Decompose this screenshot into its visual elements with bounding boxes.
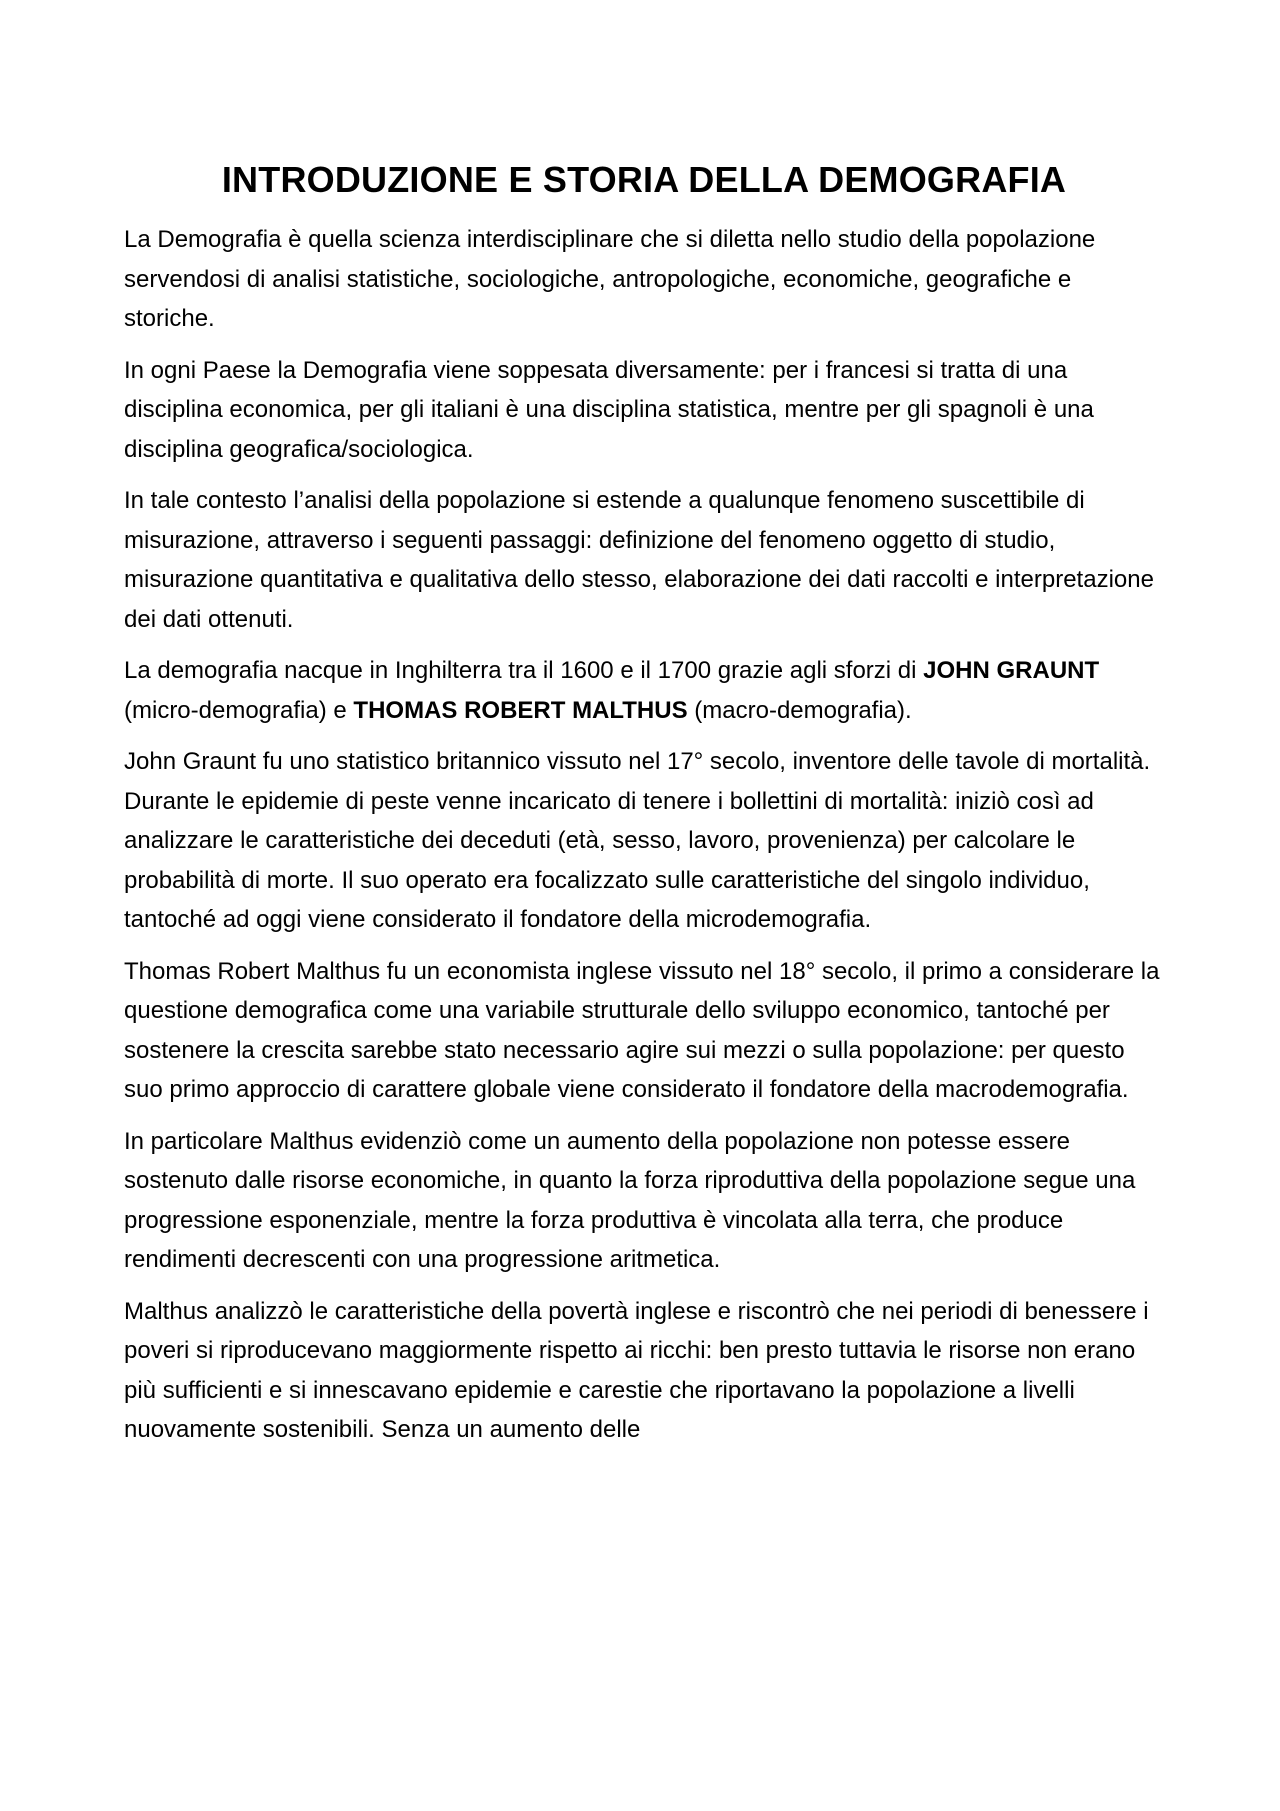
origins-text-middle: (micro-demografia) e — [124, 696, 354, 724]
thomas-robert-malthus-name: THOMAS ROBERT MALTHUS — [353, 696, 688, 724]
paragraph-malthus: Thomas Robert Malthus fu un economista inglese vissuto nel 18° secolo, il primo a considerare la questione demografica come una variabile strutturale dello sviluppo economico, tantoché per sostenere la crescita sarebbe stato necessario agire sui mezzi o sulla popolazione: per questo suo primo approccio di carattere globale viene considerato il fondatore della macrodemografia. — [124, 957, 1160, 1103]
paragraph-john-graunt: John Graunt fu uno statistico britannico vissuto nel 17° secolo, inventore delle tavole di mortalità. Durante le epidemie di peste venne incaricato di tenere i bollettini di mortalità: iniziò così ad analizzare le caratteristiche dei deceduti (età, sesso, lavoro, provenienza) per calcolare le probabilità di morte. Il suo operato era focalizzato sulle caratteristiche del singolo individuo, tantoché ad oggi viene considerato il fondatore della microdemografia. — [124, 748, 1151, 933]
paragraph-malthus-poverty: Malthus analizzò le caratteristiche della povertà inglese e riscontrò che nei periodi di benessere i poveri si riproducevano maggiormente rispetto ai ricchi: ben presto tuttavia le risorse non erano più sufficienti e si innescavano epidemie e carestie che riportavano la popolazione a livelli nuovamente sostenibili. Senza un aumento delle — [124, 1297, 1149, 1443]
document-title: INTRODUZIONE E STORIA DELLA DEMOGRAFIA — [221, 159, 1067, 200]
origins-text-start: La demografia nacque in Inghilterra tra il 1600 e il 1700 grazie agli sforzi di — [124, 657, 924, 684]
paragraph-definition: La Demografia è quella scienza interdisciplinare che si diletta nello studio della popolazione servendosi di analisi statistiche, sociologiche, antropologiche, economiche, geografiche e storiche. — [124, 226, 1096, 332]
origins-text-end: (macro-demografia). — [687, 696, 912, 724]
john-graunt-name: JOHN GRAUNT — [923, 657, 1100, 684]
paragraph-analysis-steps: In tale contesto l’analisi della popolazione si estende a qualunque fenomeno suscettibile di misurazione, attraverso i seguenti passaggi: definizione del fenomeno oggetto di studio, misurazione quantitativa e qualitativa dello stesso, elaborazione dei dati raccolti e interpretazione dei dati ottenuti. — [124, 487, 1154, 633]
paragraph-countries: In ogni Paese la Demografia viene soppesata diversamente: per i francesi si tratta di una disciplina economica, per gli italiani è una disciplina statistica, mentre per gli spagnoli è una disciplina geografica/sociologica. — [124, 356, 1094, 463]
document-page — [124, 158, 1164, 1462]
paragraph-origins — [124, 651, 1164, 730]
paragraph-malthus-theory: In particolare Malthus evidenziò come un aumento della popolazione non potesse essere sostenuto dalle risorse economiche, in quanto la forza riproduttiva della popolazione segue una progressione esponenziale, mentre la forza produttiva è vincolata alla terra, che produce rendimenti decrescenti con una progressione aritmetica. — [124, 1127, 1136, 1273]
